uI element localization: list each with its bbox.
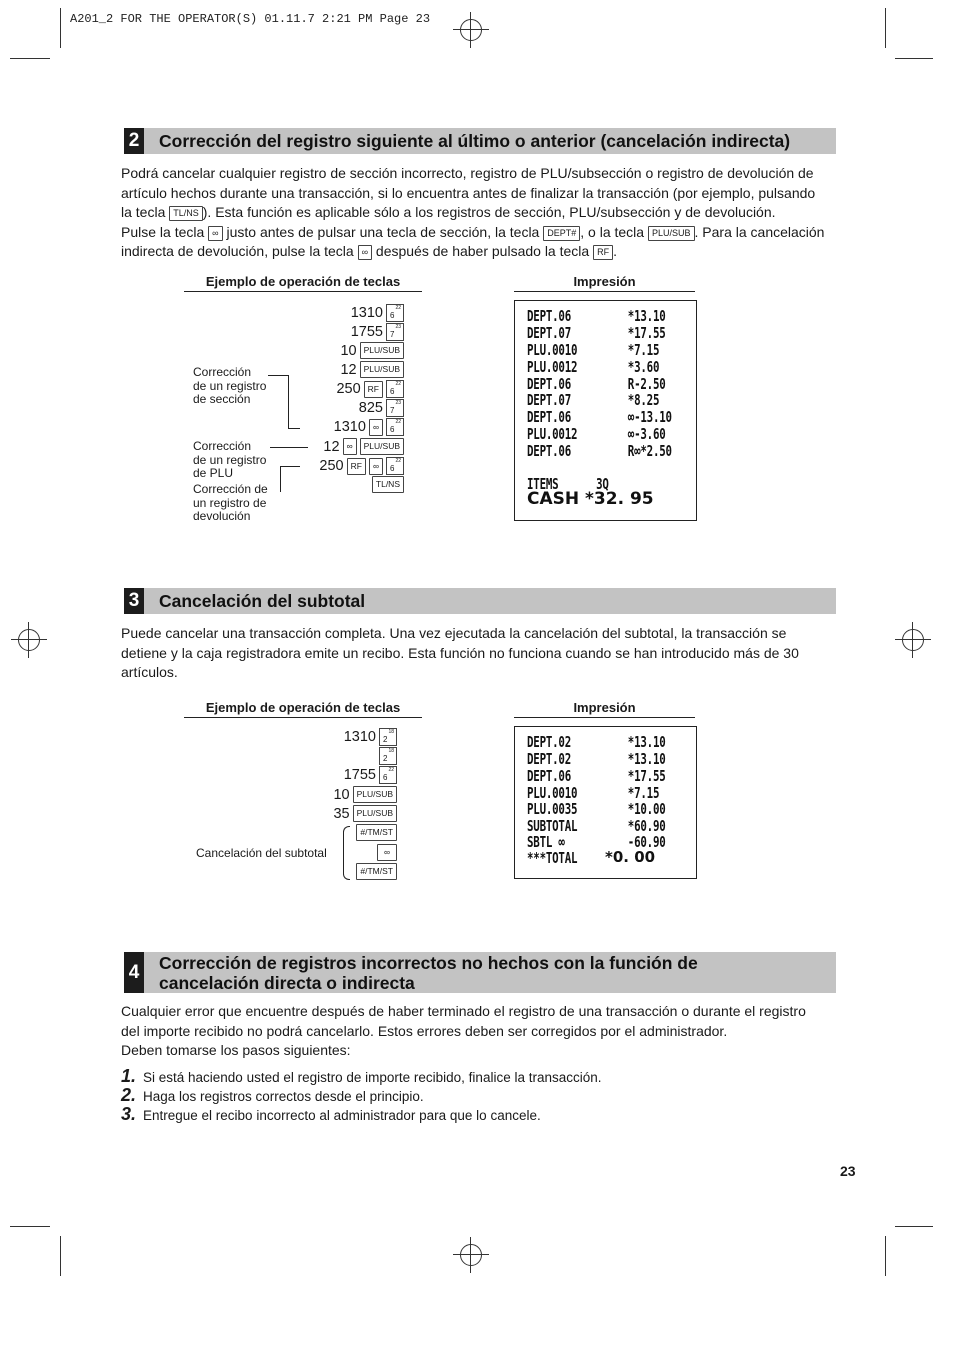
- text-fragment: la tecla: [121, 204, 166, 220]
- void-key-icon: ∞: [377, 844, 397, 861]
- note-refund-correction: Corrección de un registro de devolución: [193, 482, 268, 523]
- rf-key-icon: RF: [364, 381, 383, 398]
- receipt-row: DEPT.06 ∞-13.10: [527, 408, 672, 426]
- text-line: del importe recibido no podrá cancelarlo. Estos errores deben ser corregidos por el administrador.: [121, 1022, 728, 1039]
- receipt-row: PLU.0035 *10.00: [527, 800, 666, 818]
- text-fragment: , o la tecla: [580, 223, 645, 240]
- receipt-row: DEPT.07 *17.55: [527, 324, 666, 342]
- op-amount: 825: [358, 400, 383, 416]
- crop-mark: [10, 1226, 50, 1227]
- crop-mark: [885, 8, 886, 48]
- plu-sub-key-icon: PLU/SUB: [360, 361, 404, 378]
- op-line: [340, 342, 404, 359]
- plu-sub-key-icon: PLU/SUB: [648, 226, 695, 241]
- dept-2-key-icon: 2 18: [379, 728, 397, 746]
- text-fragment: .: [613, 243, 617, 259]
- section-3-description: [121, 624, 841, 683]
- op-amount: 1755: [350, 324, 383, 340]
- tm-st-key-icon: #/TM/ST: [356, 824, 397, 841]
- registration-mark-icon: [453, 12, 489, 48]
- note-plu-correction: Corrección de un registro de PLU: [193, 439, 267, 480]
- void-key-icon: ∞: [369, 458, 383, 475]
- op-line: [340, 361, 404, 378]
- receipt-section-3: [514, 726, 697, 879]
- receipt-row: PLU.0010 *7.15: [527, 784, 660, 802]
- title-line: cancelación directa o indirecta: [159, 973, 415, 993]
- crop-mark: [10, 58, 50, 59]
- step-text: Entregue el recibo incorrecto al administrador para que lo cancele.: [143, 1108, 541, 1123]
- connector-line: [268, 375, 288, 376]
- receipt-section-2: [514, 300, 697, 521]
- rf-key-icon: RF: [347, 458, 366, 475]
- section-number: 3: [124, 588, 144, 614]
- dept-6-key-icon: 6 22: [386, 380, 404, 398]
- ops-header: Ejemplo de operación de teclas: [184, 274, 422, 292]
- page-number: 23: [840, 1163, 856, 1179]
- text-line: Deben tomarse los pasos siguientes:: [121, 1042, 351, 1058]
- receipt-total-amount: *0. 00: [605, 848, 656, 866]
- plu-sub-key-icon: PLU/SUB: [353, 805, 397, 822]
- op-line: [372, 476, 404, 493]
- section-2-header: [124, 128, 836, 154]
- text-fragment: después de haber pulsado la tecla: [375, 243, 590, 259]
- section-4-header: [124, 952, 836, 993]
- op-amount: 1755: [343, 767, 376, 783]
- op-amount: 250: [336, 381, 361, 397]
- receipt-row: SBTL ∞ -60.90: [527, 833, 666, 851]
- connector-line: [288, 428, 300, 429]
- receipt-row: DEPT.06 R∞*2.50: [527, 442, 672, 460]
- void-key-icon: ∞: [369, 419, 383, 436]
- receipt-items: ITEMS 3Q: [527, 475, 609, 493]
- text-fragment: ). Esta función es aplicable sólo a los registros de sección, PLU/subsección y de devolución.: [202, 204, 776, 220]
- step-text: Si está haciendo usted el registro de importe recibido, finalice la transacción.: [143, 1070, 602, 1085]
- receipt-row: DEPT.07 *8.25: [527, 391, 660, 409]
- text-line: detiene y la caja registradora emite un recibo. Esta función no funciona cuando se han introducido más de 30: [121, 644, 799, 661]
- dept-2-key-icon: 2 18: [379, 747, 397, 765]
- dept-key-icon: DEPT#: [543, 226, 580, 241]
- crop-mark: [60, 8, 61, 48]
- step-1: [121, 1066, 602, 1087]
- step-2: [121, 1085, 424, 1106]
- op-amount: 10: [333, 786, 350, 803]
- op-line: [344, 766, 397, 784]
- op-amount: 1310: [333, 419, 366, 435]
- section-number: 2: [124, 128, 144, 154]
- print-header: Impresión: [514, 700, 695, 718]
- tl-ns-key-icon: TL/NS: [169, 206, 203, 221]
- op-line: [319, 457, 404, 475]
- brace: [343, 826, 350, 880]
- text-fragment: justo antes de pulsar una tecla de sección, la tecla: [226, 223, 540, 240]
- op-amount: 250: [319, 458, 344, 474]
- step-3: [121, 1104, 541, 1125]
- text-line: [121, 203, 841, 223]
- connector-line: [280, 466, 300, 467]
- dept-6-key-icon: 6 22: [379, 766, 397, 784]
- op-line: [351, 323, 404, 341]
- op-amount: 12: [323, 438, 340, 455]
- receipt-row: DEPT.06 *13.10: [527, 307, 666, 325]
- crop-mark: [885, 1236, 886, 1276]
- note-section-correction: Corrección de un registro de sección: [193, 365, 267, 406]
- registration-mark-icon: [453, 1237, 489, 1273]
- print-header: Impresión: [514, 274, 695, 292]
- receipt-row: PLU.0012 ∞-3.60: [527, 425, 666, 443]
- dept-6-key-icon: 6 22: [386, 457, 404, 475]
- text-line: artículo hechos durante una transacción, si lo encuentra antes de finalizar la transacción (por ejemplo, pulsando: [121, 184, 816, 201]
- plu-sub-key-icon: PLU/SUB: [353, 786, 397, 803]
- op-amount: 35: [333, 805, 350, 822]
- crop-mark: [895, 1226, 933, 1227]
- dept-7-key-icon: 7 23: [386, 323, 404, 341]
- op-line: [377, 844, 397, 861]
- ops-header: Ejemplo de operación de teclas: [184, 700, 422, 718]
- void-key-icon: ∞: [208, 226, 222, 241]
- section-title: Corrección del registro siguiente al último o anterior (cancelación indirecta): [159, 131, 791, 151]
- text-fragment: indirecta de devolución, pulse la tecla: [121, 243, 354, 259]
- section-2-description: [121, 164, 841, 262]
- section-title: Cancelación del subtotal: [159, 591, 366, 611]
- receipt-row: PLU.0010 *7.15: [527, 341, 660, 359]
- receipt-total-label: ***TOTAL: [527, 849, 578, 867]
- step-number: 2.: [121, 1085, 137, 1105]
- title-line: Corrección de registros incorrectos no hechos con la función de: [159, 953, 698, 973]
- receipt-row: SUBTOTAL *60.90: [527, 817, 666, 835]
- receipt-row: PLU.0012 *3.60: [527, 358, 660, 376]
- section-title: [159, 953, 698, 993]
- text-line: [121, 223, 841, 243]
- section-3-header: [124, 588, 836, 614]
- step-text: Haga los registros correctos desde el principio.: [143, 1089, 424, 1104]
- plu-sub-key-icon: PLU/SUB: [360, 342, 404, 359]
- plu-sub-key-icon: PLU/SUB: [360, 438, 404, 455]
- text-line: [121, 242, 841, 262]
- crop-mark: [60, 1236, 61, 1276]
- op-line: [344, 728, 397, 746]
- dept-6-key-icon: 6 22: [386, 304, 404, 322]
- void-key-icon: ∞: [358, 245, 372, 260]
- receipt-row: DEPT.06 *17.55: [527, 767, 666, 785]
- connector-line: [270, 447, 308, 448]
- section-number: 4: [124, 952, 144, 993]
- rf-key-icon: RF: [593, 245, 613, 260]
- receipt-cash-total: CASH *32. 95: [527, 489, 654, 509]
- receipt-row: DEPT.06 R-2.50: [527, 375, 666, 393]
- op-line: [333, 805, 397, 822]
- receipt-row: DEPT.02 *13.10: [527, 733, 666, 751]
- crop-mark: [895, 58, 933, 59]
- dept-7-key-icon: 7 23: [386, 399, 404, 417]
- step-number: 1.: [121, 1066, 137, 1086]
- tm-st-key-icon: #/TM/ST: [356, 863, 397, 880]
- registration-mark-icon: [11, 622, 47, 658]
- note-subtotal-cancel: Cancelación del subtotal: [196, 846, 327, 860]
- op-line: [379, 747, 397, 765]
- tl-ns-key-icon: TL/NS: [372, 476, 404, 493]
- dept-6-key-icon: 6 22: [386, 418, 404, 436]
- op-line: [356, 863, 397, 880]
- op-amount: 12: [340, 361, 357, 378]
- op-line: [333, 786, 397, 803]
- receipt-row: DEPT.02 *13.10: [527, 750, 666, 768]
- connector-line: [280, 466, 281, 492]
- text-line: Podrá cancelar cualquier registro de sección incorrecto, registro de PLU/subsección o registro de devolución de: [121, 165, 814, 181]
- print-slug: A201_2 FOR THE OPERATOR(S) 01.11.7 2:21 PM Page 23: [70, 12, 431, 26]
- text-line: Cualquier error que encuentre después de haber terminado el registro de una transacción o durante el registro: [121, 1003, 806, 1019]
- op-line: [359, 399, 404, 417]
- void-key-icon: ∞: [343, 438, 357, 455]
- text-fragment: Pulse la tecla: [121, 223, 205, 240]
- op-amount: 1310: [350, 305, 383, 321]
- text-line: artículos.: [121, 664, 178, 680]
- op-amount: 1310: [343, 729, 376, 745]
- text-fragment: . Para la cancelación: [694, 223, 825, 240]
- op-line: [351, 304, 404, 322]
- section-4-description: [121, 1002, 841, 1061]
- op-line: [334, 418, 404, 436]
- op-line: [356, 824, 397, 841]
- op-amount: 10: [340, 342, 357, 359]
- op-line: [323, 438, 404, 455]
- registration-mark-icon: [895, 622, 931, 658]
- text-line: Puede cancelar una transacción completa. Una vez ejecutada la cancelación del subtotal, la transacción se: [121, 625, 787, 641]
- step-number: 3.: [121, 1104, 137, 1124]
- connector-line: [288, 375, 289, 428]
- op-line: [336, 380, 404, 398]
